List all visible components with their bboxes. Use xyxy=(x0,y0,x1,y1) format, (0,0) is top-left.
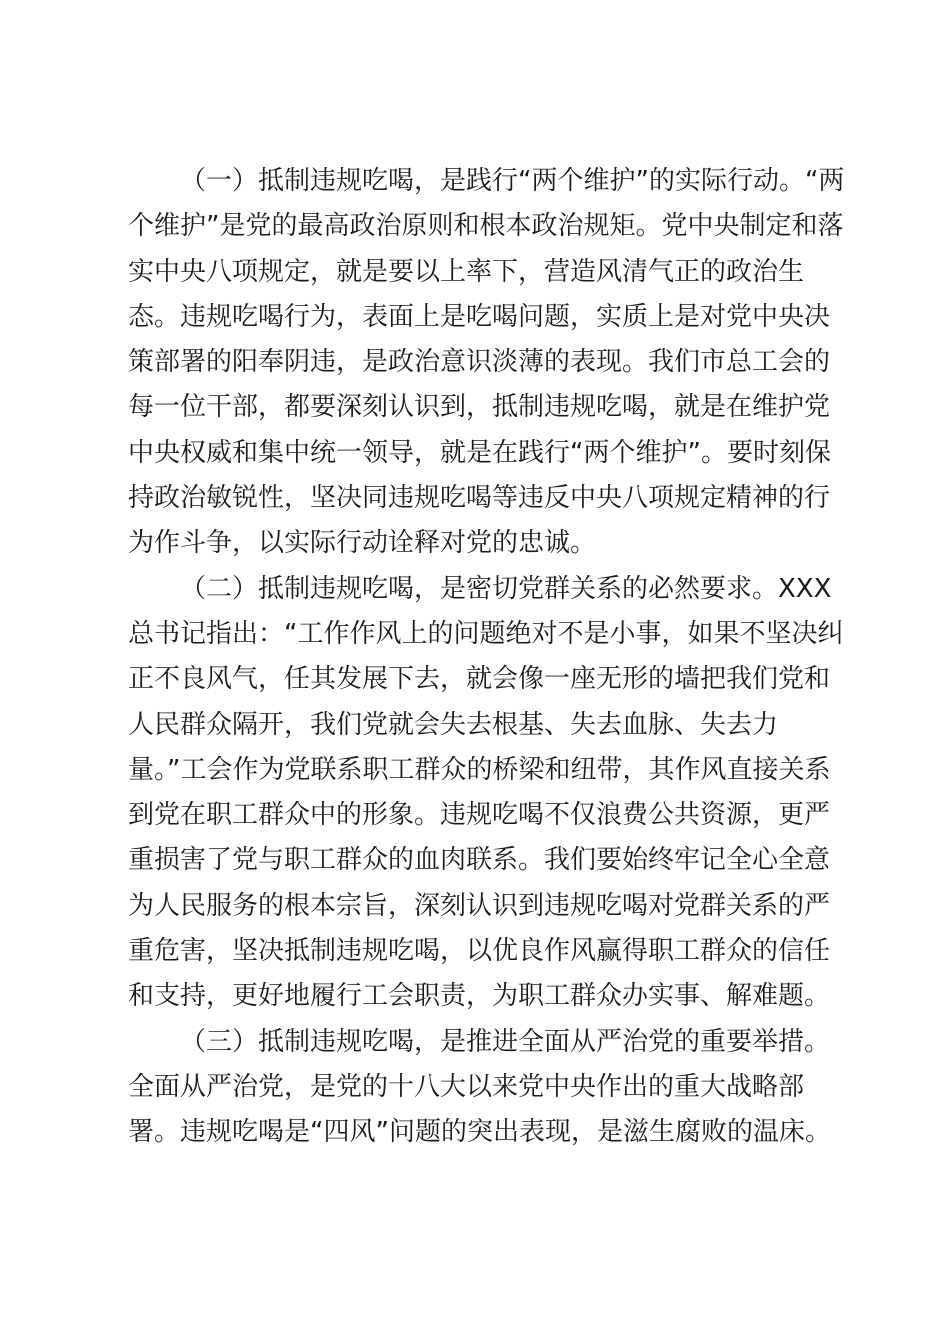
paragraph-1-line-4: 态。违规吃喝行为，表面上是吃喝问题，实质上是对党中央决 xyxy=(128,301,831,332)
paragraph-1-line-7: 中央权威和集中统一领导，就是在践行“两个维护”。要时刻保 xyxy=(128,437,831,468)
paragraph-2-line-4: 人民群众隔开，我们党就会失去根基、失去血脉、失去力 xyxy=(128,709,779,740)
paragraph-1-line-5: 策部署的阳奉阴违，是政治意识淡薄的表现。我们市总工会的 xyxy=(128,347,831,378)
paragraph-2-line-10: 和支持，更好地履行工会职责，为职工群众办实事、解难题。 xyxy=(128,981,831,1012)
paragraph-1-line-8: 持政治敏锐性，坚决同违规吃喝等违反中央八项规定精神的行 xyxy=(128,483,831,514)
paragraph-1-line-2: 个维护”是党的最高政治原则和根本政治规矩。党中央制定和落 xyxy=(128,211,844,242)
paragraph-3-line-3: 署。违规吃喝是“四风”问题的突出表现，是滋生腐败的温床。 xyxy=(128,1117,831,1148)
paragraph-2-line-8: 为人民服务的根本宗旨，深刻认识到违规吃喝对党群关系的严 xyxy=(128,890,831,921)
paragraph-2-line-3: 正不良风气，任其发展下去，就会像一座无形的墙把我们党和 xyxy=(128,664,831,695)
paragraph-3-line-1: （三）抵制违规吃喝，是推进全面从严治党的重要举措。 xyxy=(180,1026,831,1057)
paragraph-2-line-6: 到党在职工群众中的形象。违规吃喝不仅浪费公共资源，更严 xyxy=(128,800,831,831)
paragraph-2-line-1: （二）抵制违规吃喝，是密切党群关系的必然要求。XXX xyxy=(180,573,832,604)
paragraph-1-line-3: 实中央八项规定，就是要以上率下，营造风清气正的政治生 xyxy=(128,256,805,287)
paragraph-2-line-2: 总书记指出：“工作作风上的问题绝对不是小事，如果不坚决纠 xyxy=(128,618,844,649)
paragraph-2-line-5: 量。”工会作为党联系职工群众的桥梁和纽带，其作风直接关系 xyxy=(128,754,831,785)
paragraph-3-line-2: 全面从严治党，是党的十八大以来党中央作出的重大战略部 xyxy=(128,1071,805,1102)
paragraph-1-line-9: 为作斗争，以实际行动诠释对党的忠诚。 xyxy=(128,528,597,559)
paragraph-1-line-1: （一）抵制违规吃喝，是践行“两个维护”的实际行动。“两 xyxy=(180,166,845,196)
paragraph-2-line-7: 重损害了党与职工群众的血肉联系。我们要始终牢记全心全意 xyxy=(128,845,831,876)
paragraph-1-line-6: 每一位干部，都要深刻认识到，抵制违规吃喝，就是在维护党 xyxy=(128,392,831,423)
document-body xyxy=(128,159,845,1156)
paragraph-2-line-9: 重危害，坚决抵制违规吃喝，以优良作风赢得职工群众的信任 xyxy=(128,936,831,967)
